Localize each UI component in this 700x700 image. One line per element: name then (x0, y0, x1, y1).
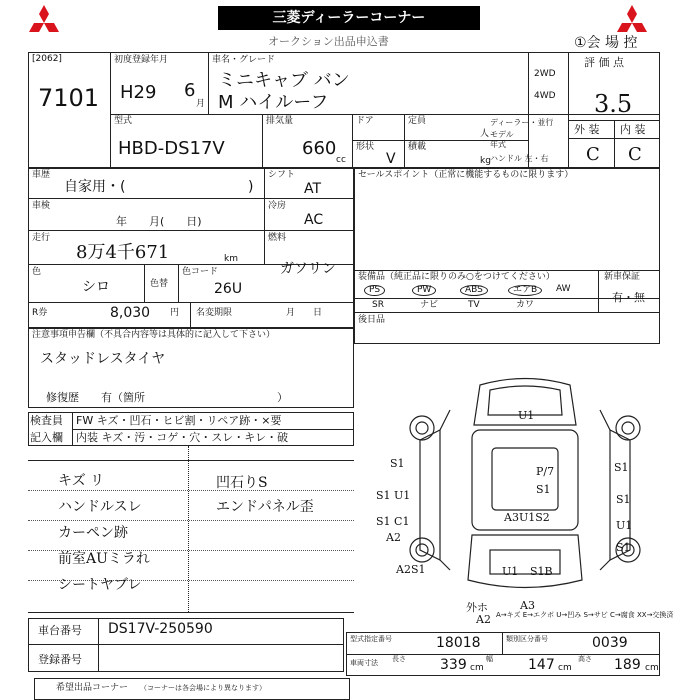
aftermarket-label: 後日品 (358, 315, 386, 325)
inspector-row-1: FW キズ・凹石・ヒビ割・リペア跡・×要 (76, 414, 282, 427)
color-code: 26U (214, 281, 243, 297)
warranty-value: 有・無 (612, 291, 645, 304)
length-label: 長さ (392, 655, 406, 663)
mileage-value: 8万4千671 (76, 242, 170, 263)
equipment-item: TV (468, 300, 480, 310)
notes-label: 注意事項申告欄（不具合内容等は具体的に記入して下さい） (32, 330, 276, 340)
history-value: 自家用・( (64, 179, 126, 195)
shaken-label: 車検 (32, 201, 51, 211)
equipment-item: ABS (460, 285, 488, 296)
drive-4wd: 4WD (534, 91, 556, 101)
recycle-unit: 円 (170, 308, 180, 318)
shape-label: 形状 (356, 142, 375, 152)
category-label: 類別区分番号 (506, 635, 548, 643)
sales-section (354, 168, 660, 344)
drive-2wd: 2WD (534, 69, 556, 79)
desired-corner-label: 希望出品コーナー (56, 683, 129, 693)
width-unit: cm (558, 663, 572, 673)
validity-label: 名変期限 (196, 308, 233, 318)
diagram-mark: S1B (530, 565, 553, 578)
shift-value: AT (304, 181, 322, 197)
fuel-value: ガソリン (280, 261, 336, 277)
registration-label: 初度登録年月 (114, 55, 169, 65)
banner-title: 三菱ディーラーコーナー (218, 6, 480, 30)
diagram-mark: A3U1S2 (504, 511, 550, 524)
dealer-year: 年式 (490, 140, 506, 149)
lot-number: 7101 (38, 84, 100, 112)
displacement-value: 660 (302, 138, 337, 159)
model-label: 型式 (114, 116, 133, 126)
vehicle-name: ミニキャブ バン (218, 70, 350, 91)
model-code: 18018 (436, 635, 481, 651)
form-title: オークション出品申込書 (268, 35, 389, 48)
shift-label: シフト (268, 170, 296, 180)
equipment-item: エアB (508, 285, 542, 296)
reg-number-label: 登録番号 (38, 653, 82, 666)
registration-year: H29 (120, 82, 157, 103)
handwritten-note: 前室AUミラれ (58, 551, 150, 567)
aircon-value: AC (304, 212, 324, 228)
registration-month-unit: 月 (196, 99, 206, 109)
diagram-mark: S1 (390, 457, 405, 470)
chassis-value: DS17V-250590 (108, 621, 213, 637)
dealer-model: モデル (490, 130, 514, 139)
size-label: 車両寸法 (350, 659, 378, 667)
color-swap-label: 色替 (150, 279, 169, 289)
diagram-mark: U1 (616, 519, 633, 532)
sales-point-label: セールスポイント（正常に機能するものに限ります） (358, 170, 574, 180)
repair-history: 修復歴 有（箇所 ） (46, 391, 288, 404)
load-unit: kg (480, 156, 491, 166)
mitsubishi-logo-left-icon (26, 4, 62, 38)
model-code-label: 型式指定番号 (350, 635, 392, 643)
diagram-mark: A2 (386, 531, 401, 544)
equipment-item: SR (372, 300, 384, 310)
load-label: 積載 (408, 142, 427, 152)
length-unit: cm (470, 663, 484, 673)
evaluation-label: 評 価 点 (584, 56, 624, 69)
aircon-label: 冷房 (268, 201, 287, 211)
history-label: 車歴 (32, 170, 51, 180)
color-label: 色 (32, 267, 42, 277)
diagram-mark: S1 U1 (376, 489, 411, 502)
equipment-label: 装備品（純正品に限りのみ○をつけてください） (358, 272, 555, 282)
diagram-mark: S1 (614, 461, 629, 474)
interior-label: 内 装 (620, 123, 646, 136)
diagram-mark: A2S1 (396, 563, 426, 576)
width-value: 147 (528, 657, 555, 673)
capacity-label: 定員 (408, 116, 427, 126)
category: 0039 (592, 635, 628, 651)
warranty-label: 新車保証 (604, 272, 641, 282)
desired-corner-note: （コーナーは各会場により異なります） (140, 684, 266, 692)
height-unit: cm (645, 663, 659, 673)
registration-month: 6 (184, 80, 196, 101)
fuel-label: 燃料 (268, 233, 287, 243)
height-value: 189 (614, 657, 641, 673)
handwritten-note: シートヤブレ (58, 577, 142, 593)
color-value: シロ (82, 279, 110, 295)
damage-legend: A→キズ E→エクボ U→凹み S→サビ C→腐食 XX→交換済 (496, 611, 674, 619)
equipment-item: AW (556, 284, 571, 294)
handwritten-note: ハンドルスレ (58, 499, 142, 515)
exterior-label: 外 装 (574, 123, 600, 136)
equipment-item: PW (412, 285, 436, 296)
diagram-mark: 外ホ (466, 601, 488, 614)
vehicle-grade: M ハイルーフ (218, 92, 329, 113)
displacement-unit: cc (336, 155, 346, 165)
diagram-mark: A2 (476, 613, 491, 626)
vehicle-label: 車名・グレード (212, 55, 276, 65)
mitsubishi-logo-right-icon (614, 4, 650, 38)
dealer-type: ディーラー・並行 (490, 118, 554, 127)
handwritten-note: エンドパネル歪 (216, 499, 314, 515)
mileage-label: 走行 (32, 233, 51, 243)
handwritten-note: カーペン跡 (58, 525, 128, 541)
recycle-label: R券 (32, 308, 48, 318)
diagram-mark: U1 (518, 409, 535, 422)
diagram-mark: U1 (502, 565, 519, 578)
diagram-mark: S1 (616, 493, 631, 506)
equipment-item: ナビ (420, 300, 439, 310)
equipment-item: PS (364, 285, 385, 296)
height-label: 高さ (578, 655, 592, 663)
diagram-mark: S1 (536, 483, 551, 496)
lot-label: [2062] (32, 54, 62, 64)
handwritten-note: キズ リ (58, 473, 105, 489)
interior-grade: C (628, 144, 642, 165)
diagram-mark: A3 (520, 599, 535, 612)
color-code-label: 色コード (182, 267, 219, 277)
exterior-grade: C (586, 144, 600, 165)
dealer-handle: ハンドル 左・右 (490, 154, 549, 163)
inspector-label-2: 記入欄 (30, 431, 63, 444)
diagram-mark: P/7 (536, 465, 555, 478)
door-label: ドア (356, 116, 374, 126)
diagram-mark: S1 C1 (376, 515, 410, 528)
notes-value: スタッドレスタイヤ (40, 351, 166, 367)
inspector-label-1: 検査員 (30, 414, 63, 427)
history-close: ) (248, 179, 254, 195)
shaken-date: 年 月( 日) (116, 215, 202, 228)
evaluation-score: 3.5 (594, 90, 633, 118)
capacity-unit: 人 (480, 129, 490, 139)
validity-date: 月 日 (286, 308, 323, 318)
chassis-label: 車台番号 (38, 624, 82, 637)
model-value: HBD-DS17V (118, 138, 225, 159)
shape-value: V (386, 151, 396, 167)
equipment-item: カワ (516, 300, 535, 310)
width-label: 幅 (486, 655, 493, 663)
inspector-row-2: 内装 キズ・汚・コゲ・穴・スレ・キレ・破 (76, 431, 289, 444)
recycle-value: 8,030 (110, 305, 151, 321)
handwritten-note: 凹石りS (216, 475, 268, 491)
copy-label: ①会 場 控 (574, 35, 638, 51)
length-value: 339 (440, 657, 467, 673)
diagram-mark: S1 (616, 541, 631, 554)
displacement-label: 排気量 (266, 116, 294, 126)
mileage-unit: km (224, 254, 238, 264)
